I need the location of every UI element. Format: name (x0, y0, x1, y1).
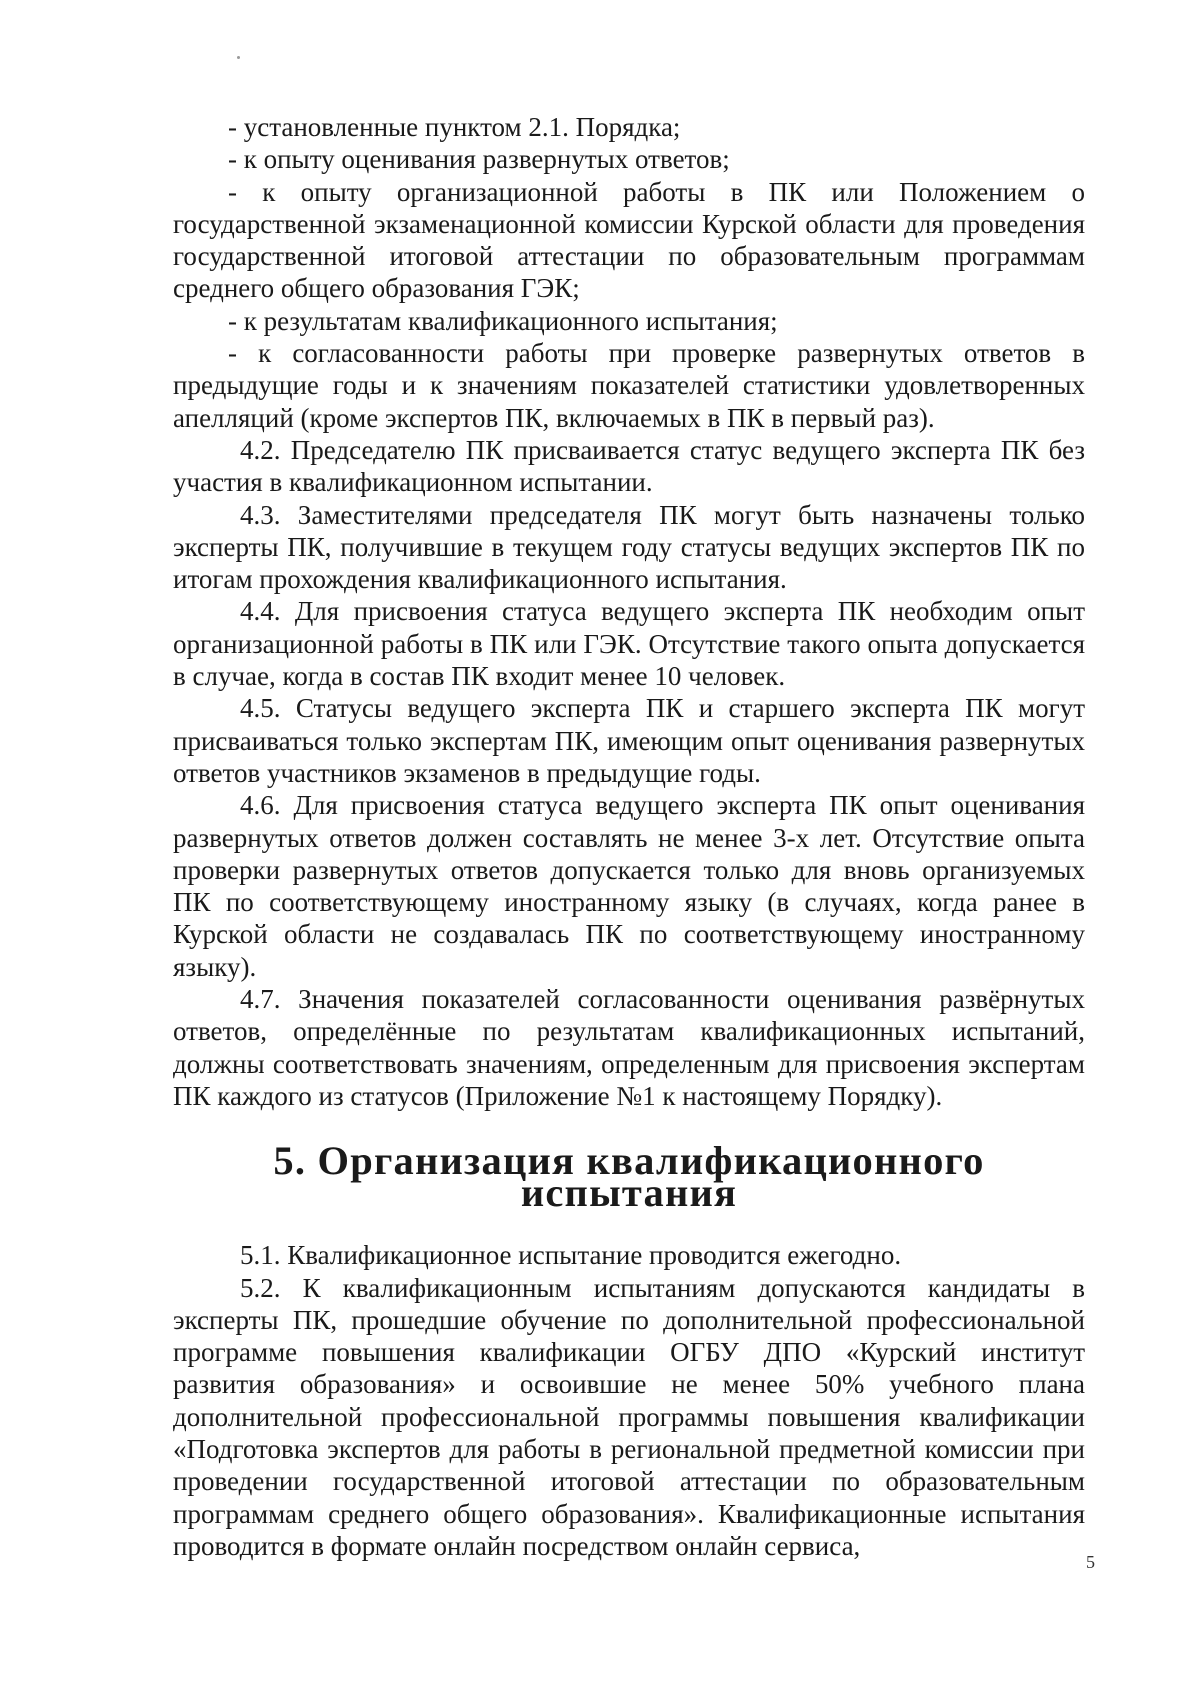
paragraph-dash-2: - к опыту оценивания развернутых ответов; (228, 144, 730, 175)
paragraph-dash-1: - установленные пунктом 2.1. Порядка; (228, 112, 681, 142)
page-number: 5 (1086, 1552, 1095, 1572)
paragraph-4-3: 4.3. Заместителями председателя ПК могут быть назначены только эксперты ПК, получившие в текущем году статусы ведущих экспертов ПК по итогам прохождения квалификационного испытания. (173, 499, 1085, 595)
paragraph-4-6: 4.6. Для присвоения статуса ведущего эксперта ПК опыт оценивания развернутых ответов должен составлять не менее 3-х лет. Отсутствие опыта проверки развернутых ответов допускается только для вновь организуемых ПК по соответствующему иностранному языку (в случаях, когда ранее в Курской области не создавалась ПК по соответствующему иностранному языку). (173, 790, 1085, 982)
paragraph-4-2: 4.2. Председателю ПК присваивается статус ведущего эксперта ПК без участия в квалификационном испытании. (173, 434, 1085, 498)
paragraph-4-4: 4.4. Для присвоения статуса ведущего эксперта ПК необходим опыт организационной работы в ПК или ГЭК. Отсутствие такого опыта допускается в случае, когда в состав ПК входит менее 10 человек. (173, 596, 1085, 692)
paragraph-5-2: 5.2. К квалификационным испытаниям допускаются кандидаты в эксперты ПК, прошедшие обучение по дополнительной профессиональной программе повышения квалификации ОГБУ ДПО «Курский институт развития образования» и освоившие не менее 50% учебного плана дополнительной профессиональной программы повышения квалификации «Подготовка экспертов для работы в региональной предметной комиссии при проведении государственной итоговой аттестации по образовательным программам среднего общего образования». Квалификационные испытания проводится в формате онлайн посредством онлайн сервиса, (173, 1272, 1085, 1561)
paragraph-4-5: 4.5. Статусы ведущего эксперта ПК и старшего эксперта ПК могут присваиваться только экспертам ПК, имеющим опыт оценивания развернутых ответов участников экзаменов в предыдущие годы. (173, 693, 1085, 788)
document-body (173, 111, 1085, 1562)
paragraph-dash-5: - к согласованности работы при проверке развернутых ответов в предыдущие годы и к значениям показателей статистики удовлетворенных апелляций (кроме экспертов ПК, включаемых в ПК в первый раз). (173, 338, 1085, 433)
section-heading: 5. Организация квалификационного испытания (273, 1138, 985, 1216)
paragraph-4-7: 4.7. Значения показателей согласованности оценивания развёрнутых ответов, определённые по результатам квалификационных испытаний, должны соответствовать значениям, определенным для присвоения экспертам ПК каждого из статусов (Приложение №1 к настоящему Порядку). (173, 984, 1085, 1111)
paragraph-dash-3: - к опыту организационной работы в ПК или Положением о государственной экзаменационной комиссии Курской области для проведения государственной итоговой аттестации по образовательным программам среднего общего образования ГЭК; (173, 176, 1085, 304)
paragraph-5-1: 5.1. Квалификационное испытание проводится ежегодно. (240, 1240, 902, 1271)
scan-speck (237, 56, 240, 59)
paragraph-dash-4: - к результатам квалификационного испытания; (228, 305, 778, 336)
